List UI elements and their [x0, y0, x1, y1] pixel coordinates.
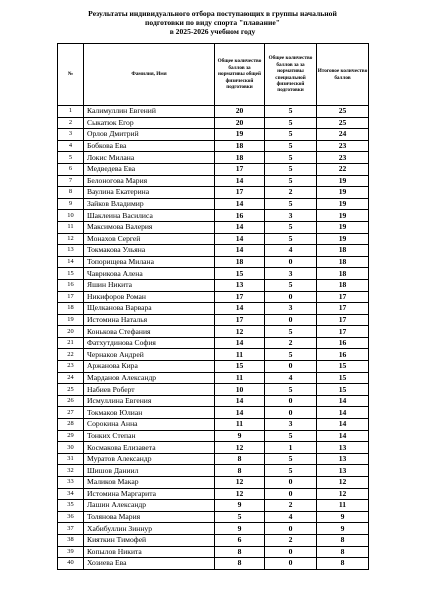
general-points-cell: 14 [215, 233, 265, 245]
row-number-cell: 30 [58, 442, 84, 454]
row-number-cell: 18 [58, 303, 84, 315]
athlete-name-cell: Бобкова Ева [84, 140, 215, 152]
general-points-cell: 9 [215, 500, 265, 512]
total-points-cell: 15 [317, 361, 369, 373]
row-number-cell: 5 [58, 152, 84, 164]
special-points-cell: 0 [265, 314, 317, 326]
special-points-cell: 0 [265, 291, 317, 303]
special-points-cell: 5 [265, 152, 317, 164]
row-number-cell: 37 [58, 523, 84, 535]
title-line-1: Результаты индивидуального отбора поступающих в группы начальной [88, 9, 337, 18]
table-row [58, 442, 369, 454]
table-row [58, 163, 369, 175]
total-points-cell: 13 [317, 465, 369, 477]
table-row [58, 407, 369, 419]
athlete-name-cell: Зайков Владимир [84, 198, 215, 210]
athlete-name-cell: Космакова Елизавета [84, 442, 215, 454]
general-points-cell: 20 [215, 106, 265, 118]
athlete-name-cell: Истомина Маргарита [84, 488, 215, 500]
special-points-cell: 0 [265, 477, 317, 489]
total-points-cell: 9 [317, 523, 369, 535]
general-points-cell: 15 [215, 268, 265, 280]
general-points-cell: 8 [215, 465, 265, 477]
header-special-points: Общее количество баллов за за нормативы специальной физической подготовки [265, 44, 317, 106]
total-points-cell: 11 [317, 500, 369, 512]
header-general-points: Общее количество баллов за нормативы общей физической подготовки [215, 44, 265, 106]
special-points-cell: 0 [265, 395, 317, 407]
general-points-cell: 11 [215, 372, 265, 384]
table-row [58, 291, 369, 303]
row-number-cell: 12 [58, 233, 84, 245]
row-number-cell: 9 [58, 198, 84, 210]
row-number-cell: 31 [58, 453, 84, 465]
row-number-cell: 28 [58, 419, 84, 431]
special-points-cell: 5 [265, 106, 317, 118]
special-points-cell: 5 [265, 198, 317, 210]
general-points-cell: 14 [215, 407, 265, 419]
total-points-cell: 18 [317, 268, 369, 280]
total-points-cell: 25 [317, 106, 369, 118]
table-row [58, 349, 369, 361]
total-points-cell: 19 [317, 233, 369, 245]
general-points-cell: 20 [215, 117, 265, 129]
athlete-name-cell: Орлов Дмитрий [84, 129, 215, 141]
table-row [58, 140, 369, 152]
general-points-cell: 17 [215, 187, 265, 199]
athlete-name-cell: Топорищева Милана [84, 256, 215, 268]
total-points-cell: 15 [317, 372, 369, 384]
athlete-name-cell: Марданов Александр [84, 372, 215, 384]
header-row [58, 44, 369, 106]
athlete-name-cell: Чаврикова Алена [84, 268, 215, 280]
athlete-name-cell: Белоногова Мария [84, 175, 215, 187]
table-row [58, 117, 369, 129]
row-number-cell: 19 [58, 314, 84, 326]
athlete-name-cell: Хабибуллин Зиннур [84, 523, 215, 535]
total-points-cell: 18 [317, 256, 369, 268]
general-points-cell: 9 [215, 430, 265, 442]
total-points-cell: 19 [317, 187, 369, 199]
athlete-name-cell: Конькова Стефания [84, 326, 215, 338]
athlete-name-cell: Калимуллин Евгений [84, 106, 215, 118]
special-points-cell: 5 [265, 349, 317, 361]
row-number-cell: 10 [58, 210, 84, 222]
row-number-cell: 15 [58, 268, 84, 280]
row-number-cell: 24 [58, 372, 84, 384]
header-num: № [58, 44, 84, 106]
table-row [58, 372, 369, 384]
total-points-cell: 16 [317, 337, 369, 349]
row-number-cell: 4 [58, 140, 84, 152]
table-row [58, 256, 369, 268]
special-points-cell: 5 [265, 221, 317, 233]
total-points-cell: 14 [317, 419, 369, 431]
general-points-cell: 5 [215, 511, 265, 523]
general-points-cell: 12 [215, 477, 265, 489]
general-points-cell: 15 [215, 361, 265, 373]
row-number-cell: 17 [58, 291, 84, 303]
special-points-cell: 4 [265, 245, 317, 257]
athlete-name-cell: Щелканова Варвара [84, 303, 215, 315]
total-points-cell: 14 [317, 395, 369, 407]
row-number-cell: 2 [58, 117, 84, 129]
total-points-cell: 23 [317, 152, 369, 164]
row-number-cell: 21 [58, 337, 84, 349]
table-row [58, 303, 369, 315]
total-points-cell: 25 [317, 117, 369, 129]
athlete-name-cell: Шишов Даниил [84, 465, 215, 477]
athlete-name-cell: Сорокина Анна [84, 419, 215, 431]
athlete-name-cell: Токмаков Юлиан [84, 407, 215, 419]
athlete-name-cell: Медведева Ева [84, 163, 215, 175]
header-total-points: Итоговое количество баллов [317, 44, 369, 106]
general-points-cell: 10 [215, 384, 265, 396]
table-row [58, 337, 369, 349]
athlete-name-cell: Никифоров Роман [84, 291, 215, 303]
row-number-cell: 27 [58, 407, 84, 419]
special-points-cell: 0 [265, 407, 317, 419]
general-points-cell: 14 [215, 337, 265, 349]
row-number-cell: 29 [58, 430, 84, 442]
general-points-cell: 8 [215, 546, 265, 558]
special-points-cell: 5 [265, 430, 317, 442]
general-points-cell: 18 [215, 152, 265, 164]
special-points-cell: 2 [265, 500, 317, 512]
special-points-cell: 5 [265, 117, 317, 129]
row-number-cell: 7 [58, 175, 84, 187]
special-points-cell: 0 [265, 558, 317, 570]
general-points-cell: 6 [215, 534, 265, 546]
row-number-cell: 25 [58, 384, 84, 396]
total-points-cell: 18 [317, 245, 369, 257]
row-number-cell: 20 [58, 326, 84, 338]
table-row [58, 198, 369, 210]
special-points-cell: 5 [265, 140, 317, 152]
table-row [58, 488, 369, 500]
total-points-cell: 16 [317, 349, 369, 361]
row-number-cell: 14 [58, 256, 84, 268]
athlete-name-cell: Фатхутдинова София [84, 337, 215, 349]
athlete-name-cell: Локис Милана [84, 152, 215, 164]
table-row [58, 523, 369, 535]
general-points-cell: 8 [215, 453, 265, 465]
total-points-cell: 17 [317, 291, 369, 303]
total-points-cell: 19 [317, 221, 369, 233]
special-points-cell: 1 [265, 442, 317, 454]
special-points-cell: 2 [265, 337, 317, 349]
row-number-cell: 1 [58, 106, 84, 118]
general-points-cell: 19 [215, 129, 265, 141]
athlete-name-cell: Копылов Никита [84, 546, 215, 558]
special-points-cell: 4 [265, 372, 317, 384]
athlete-name-cell: Шаклеина Василиса [84, 210, 215, 222]
table-row [58, 453, 369, 465]
table-row [58, 477, 369, 489]
total-points-cell: 23 [317, 140, 369, 152]
general-points-cell: 12 [215, 442, 265, 454]
special-points-cell: 2 [265, 534, 317, 546]
table-row [58, 106, 369, 118]
total-points-cell: 14 [317, 430, 369, 442]
row-number-cell: 36 [58, 511, 84, 523]
table-row [58, 511, 369, 523]
special-points-cell: 3 [265, 210, 317, 222]
general-points-cell: 14 [215, 245, 265, 257]
general-points-cell: 13 [215, 279, 265, 291]
athlete-name-cell: Толянова Мария [84, 511, 215, 523]
general-points-cell: 17 [215, 314, 265, 326]
table-row [58, 245, 369, 257]
athlete-name-cell: Набиев Роберт [84, 384, 215, 396]
total-points-cell: 19 [317, 175, 369, 187]
table-row [58, 221, 369, 233]
table-row [58, 534, 369, 546]
total-points-cell: 13 [317, 442, 369, 454]
special-points-cell: 4 [265, 511, 317, 523]
general-points-cell: 12 [215, 488, 265, 500]
athlete-name-cell: Монахов Сергей [84, 233, 215, 245]
row-number-cell: 33 [58, 477, 84, 489]
special-points-cell: 5 [265, 175, 317, 187]
general-points-cell: 14 [215, 395, 265, 407]
total-points-cell: 17 [317, 314, 369, 326]
athlete-name-cell: Тонких Степан [84, 430, 215, 442]
general-points-cell: 12 [215, 326, 265, 338]
special-points-cell: 5 [265, 326, 317, 338]
table-row [58, 500, 369, 512]
special-points-cell: 0 [265, 361, 317, 373]
special-points-cell: 2 [265, 187, 317, 199]
athlete-name-cell: Яшин Никита [84, 279, 215, 291]
table-row [58, 558, 369, 570]
total-points-cell: 17 [317, 303, 369, 315]
athlete-name-cell: Муратов Александр [84, 453, 215, 465]
athlete-name-cell: Ваулина Екатерина [84, 187, 215, 199]
table-body [58, 106, 369, 570]
row-number-cell: 35 [58, 500, 84, 512]
table-row [58, 384, 369, 396]
total-points-cell: 15 [317, 384, 369, 396]
general-points-cell: 14 [215, 175, 265, 187]
total-points-cell: 19 [317, 210, 369, 222]
special-points-cell: 5 [265, 384, 317, 396]
title-line-2: подготовки по виду спорта "плавание" [145, 18, 280, 27]
general-points-cell: 14 [215, 198, 265, 210]
row-number-cell: 32 [58, 465, 84, 477]
total-points-cell: 8 [317, 534, 369, 546]
special-points-cell: 3 [265, 419, 317, 431]
table-row [58, 129, 369, 141]
row-number-cell: 22 [58, 349, 84, 361]
table-row [58, 210, 369, 222]
special-points-cell: 0 [265, 546, 317, 558]
table-row [58, 361, 369, 373]
general-points-cell: 17 [215, 163, 265, 175]
document-title [40, 9, 385, 36]
row-number-cell: 3 [58, 129, 84, 141]
table-row [58, 395, 369, 407]
athlete-name-cell: Хозиева Ева [84, 558, 215, 570]
athlete-name-cell: Аржанова Кира [84, 361, 215, 373]
athlete-name-cell: Токмакова Ульяна [84, 245, 215, 257]
row-number-cell: 39 [58, 546, 84, 558]
general-points-cell: 11 [215, 419, 265, 431]
general-points-cell: 11 [215, 349, 265, 361]
table-row [58, 268, 369, 280]
total-points-cell: 22 [317, 163, 369, 175]
total-points-cell: 8 [317, 546, 369, 558]
row-number-cell: 23 [58, 361, 84, 373]
total-points-cell: 12 [317, 477, 369, 489]
total-points-cell: 24 [317, 129, 369, 141]
special-points-cell: 5 [265, 465, 317, 477]
athlete-name-cell: Сыкатюк Егор [84, 117, 215, 129]
special-points-cell: 0 [265, 523, 317, 535]
row-number-cell: 8 [58, 187, 84, 199]
title-line-3: в 2025-2026 учебном году [169, 27, 256, 36]
table-row [58, 326, 369, 338]
table-row [58, 465, 369, 477]
row-number-cell: 34 [58, 488, 84, 500]
general-points-cell: 16 [215, 210, 265, 222]
total-points-cell: 8 [317, 558, 369, 570]
row-number-cell: 6 [58, 163, 84, 175]
special-points-cell: 5 [265, 129, 317, 141]
results-table [57, 43, 369, 570]
general-points-cell: 17 [215, 291, 265, 303]
total-points-cell: 18 [317, 279, 369, 291]
athlete-name-cell: Исмуллина Евгения [84, 395, 215, 407]
table-row [58, 187, 369, 199]
special-points-cell: 5 [265, 453, 317, 465]
table-row [58, 546, 369, 558]
table-row [58, 314, 369, 326]
total-points-cell: 13 [317, 453, 369, 465]
athlete-name-cell: Маликов Макар [84, 477, 215, 489]
special-points-cell: 3 [265, 268, 317, 280]
table-row [58, 419, 369, 431]
general-points-cell: 18 [215, 140, 265, 152]
total-points-cell: 17 [317, 326, 369, 338]
row-number-cell: 26 [58, 395, 84, 407]
table-row [58, 175, 369, 187]
special-points-cell: 5 [265, 163, 317, 175]
total-points-cell: 12 [317, 488, 369, 500]
athlete-name-cell: Истомина Наталья [84, 314, 215, 326]
table-row [58, 430, 369, 442]
row-number-cell: 11 [58, 221, 84, 233]
special-points-cell: 3 [265, 303, 317, 315]
athlete-name-cell: Лашин Александр [84, 500, 215, 512]
athlete-name-cell: Максимова Валерия [84, 221, 215, 233]
special-points-cell: 0 [265, 256, 317, 268]
general-points-cell: 8 [215, 558, 265, 570]
athlete-name-cell: Кияткин Тимофей [84, 534, 215, 546]
general-points-cell: 18 [215, 256, 265, 268]
row-number-cell: 38 [58, 534, 84, 546]
row-number-cell: 40 [58, 558, 84, 570]
row-number-cell: 13 [58, 245, 84, 257]
total-points-cell: 9 [317, 511, 369, 523]
table-row [58, 152, 369, 164]
special-points-cell: 5 [265, 233, 317, 245]
general-points-cell: 14 [215, 221, 265, 233]
total-points-cell: 14 [317, 407, 369, 419]
general-points-cell: 9 [215, 523, 265, 535]
row-number-cell: 16 [58, 279, 84, 291]
total-points-cell: 19 [317, 198, 369, 210]
special-points-cell: 0 [265, 488, 317, 500]
athlete-name-cell: Чернаков Андрей [84, 349, 215, 361]
table-row [58, 279, 369, 291]
table-row [58, 233, 369, 245]
special-points-cell: 5 [265, 279, 317, 291]
general-points-cell: 14 [215, 303, 265, 315]
header-name: Фамилия, Имя [84, 44, 215, 106]
